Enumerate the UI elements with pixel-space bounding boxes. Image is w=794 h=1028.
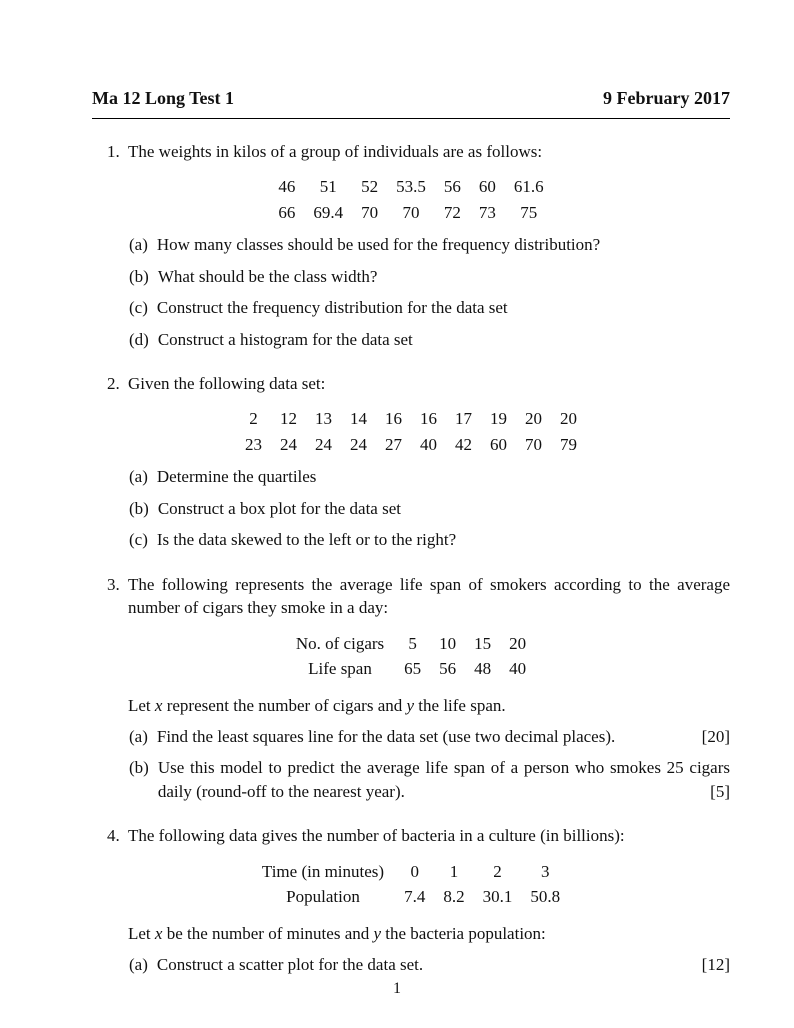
data-row [269,200,552,225]
problem-1 [92,140,730,351]
math-variable: y [406,695,415,715]
part-b [129,265,730,288]
part-a [129,233,730,256]
data-row [287,631,535,656]
variable-definition: Let x be the number of minutes and y the bacteria population: [128,923,546,943]
header-rule [92,118,730,119]
data-cell: Time (in minutes) [261,861,385,881]
data-row [253,884,569,909]
part-label: (a) [129,467,148,487]
problem-text: The following data gives the number of bacteria in a culture (in billions): [128,826,625,846]
data-row [236,432,586,457]
data-cell: 65 [404,659,422,679]
math-variable: y [373,923,382,943]
problem-4-statement [92,824,730,847]
part-text: Construct a histogram for the data set [157,329,413,349]
data-cell: 60 [478,177,496,197]
data-cell: 40 [509,659,527,679]
part-label: (a) [129,235,148,255]
data-cell: 5 [408,633,417,653]
part-b [129,497,730,520]
data-cell: 20 [560,409,577,429]
problem-4-data-table [253,859,569,910]
data-cell: No. of cigars [295,633,385,653]
data-cell: Life span [308,659,372,679]
data-cell: 70 [525,434,542,454]
data-cell: 8.2 [443,887,465,907]
part-d [129,328,730,351]
part-label: (b) [129,498,149,518]
marks-badge: [5] [710,781,730,801]
problem-4 [92,824,730,976]
part-c [129,296,730,319]
problem-2-statement [92,372,730,395]
data-cell: 17 [455,409,472,429]
part-label: (a) [129,726,148,746]
problem-number: 4. [107,826,120,846]
data-cell: 12 [280,409,297,429]
data-cell: 56 [443,177,461,197]
part-text: Construct a box plot for the data set [157,498,401,518]
data-cell: 24 [280,434,297,454]
data-cell: 2 [249,409,258,429]
data-cell: 0 [410,861,419,881]
part-text: How many classes should be used for the frequency distribution? [156,235,601,255]
math-variable: x [154,695,163,715]
part-label: (c) [129,530,148,550]
data-row [287,656,535,681]
data-cell: 75 [520,202,538,222]
data-cell: 48 [474,659,492,679]
data-cell: 15 [474,633,492,653]
data-cell: 16 [420,409,437,429]
data-cell: 66 [278,202,296,222]
data-cell: Population [286,887,360,907]
part-label: (a) [129,955,148,975]
data-cell: 2 [493,861,502,881]
problem-2-parts [92,465,730,551]
part-text: What should be the class width? [157,266,378,286]
data-cell: 19 [490,409,507,429]
data-cell: 24 [315,434,332,454]
problem-1-data-table [269,174,552,225]
part-a [129,725,730,748]
data-cell: 24 [350,434,367,454]
data-cell: 50.8 [530,887,561,907]
data-cell: 61.6 [513,177,544,197]
math-variable: x [154,923,163,943]
problem-3-parts [92,725,730,803]
part-label: (b) [129,758,149,778]
data-cell: 27 [385,434,402,454]
problem-text: The weights in kilos of a group of individuals are as follows: [128,141,543,161]
data-cell: 30.1 [482,887,513,907]
data-cell: 52 [361,177,379,197]
part-text: Is the data skewed to the left or to the right? [156,530,457,550]
test-title: Ma 12 Long Test 1 [92,88,235,108]
problem-3-data-table [287,631,535,682]
problem-2-data-table [236,406,586,457]
part-a [129,953,730,976]
part-c [129,528,730,551]
marks-badge: [12] [701,955,730,975]
part-label: (d) [129,329,149,349]
part-text-content: Use this model to predict the average life span of a person who smokes 25 cigars daily (round-off to the nearest year). [157,758,730,801]
problem-1-parts [92,233,730,351]
data-cell: 14 [350,409,367,429]
problem-3 [92,573,730,804]
data-cell: 69.4 [313,202,344,222]
problem-number: 3. [107,574,120,594]
part-text: Determine the quartiles [156,467,317,487]
marks-badge: [20] [701,726,730,746]
data-row [253,859,569,884]
test-date: 9 February 2017 [603,88,730,108]
data-cell: 23 [245,434,262,454]
variable-definition: Let x represent the number of cigars and y the life span. [128,695,506,715]
problem-1-statement [92,140,730,163]
data-cell: 60 [490,434,507,454]
problem-4-parts [92,953,730,976]
part-text: Construct the frequency distribution for the data set [156,298,508,318]
data-row [269,174,552,199]
data-cell: 72 [443,202,461,222]
data-cell: 51 [319,177,337,197]
part-b [129,756,730,803]
document-header [92,86,730,111]
data-cell: 20 [509,633,527,653]
data-cell: 56 [439,659,457,679]
part-text-content: Construct a scatter plot for the data set. [156,955,424,975]
part-label: (b) [129,266,149,286]
data-cell: 46 [278,177,296,197]
data-cell: 3 [540,861,550,881]
data-cell: 70 [361,202,379,222]
problem-number: 2. [107,374,120,393]
part-text [157,953,730,976]
problem-2 [92,372,730,552]
data-cell: 7.4 [404,887,426,907]
data-cell: 1 [449,861,459,881]
problem-text: The following represents the average life span of smokers according to the average number of cigars they smoke in a day: [128,574,730,618]
page-footer [0,978,794,1000]
data-cell: 20 [525,409,542,429]
page-number: 1 [393,979,401,997]
data-cell: 10 [439,633,457,653]
data-cell: 13 [315,409,332,429]
problem-number: 1. [107,141,120,161]
data-row [236,406,586,431]
problem-text: Given the following data set: [128,374,326,393]
data-cell: 70 [402,202,420,222]
data-cell: 16 [385,409,402,429]
data-cell: 53.5 [396,177,426,197]
problem-3-statement [92,573,730,620]
part-label: (c) [129,298,148,318]
data-cell: 40 [420,434,437,454]
data-cell: 73 [478,202,496,222]
data-cell: 79 [560,434,577,454]
data-cell: 42 [455,434,472,454]
part-text [158,756,730,803]
part-text-content: Find the least squares line for the data set (use two decimal places). [156,726,616,746]
part-a [129,465,730,488]
part-text [157,725,730,748]
